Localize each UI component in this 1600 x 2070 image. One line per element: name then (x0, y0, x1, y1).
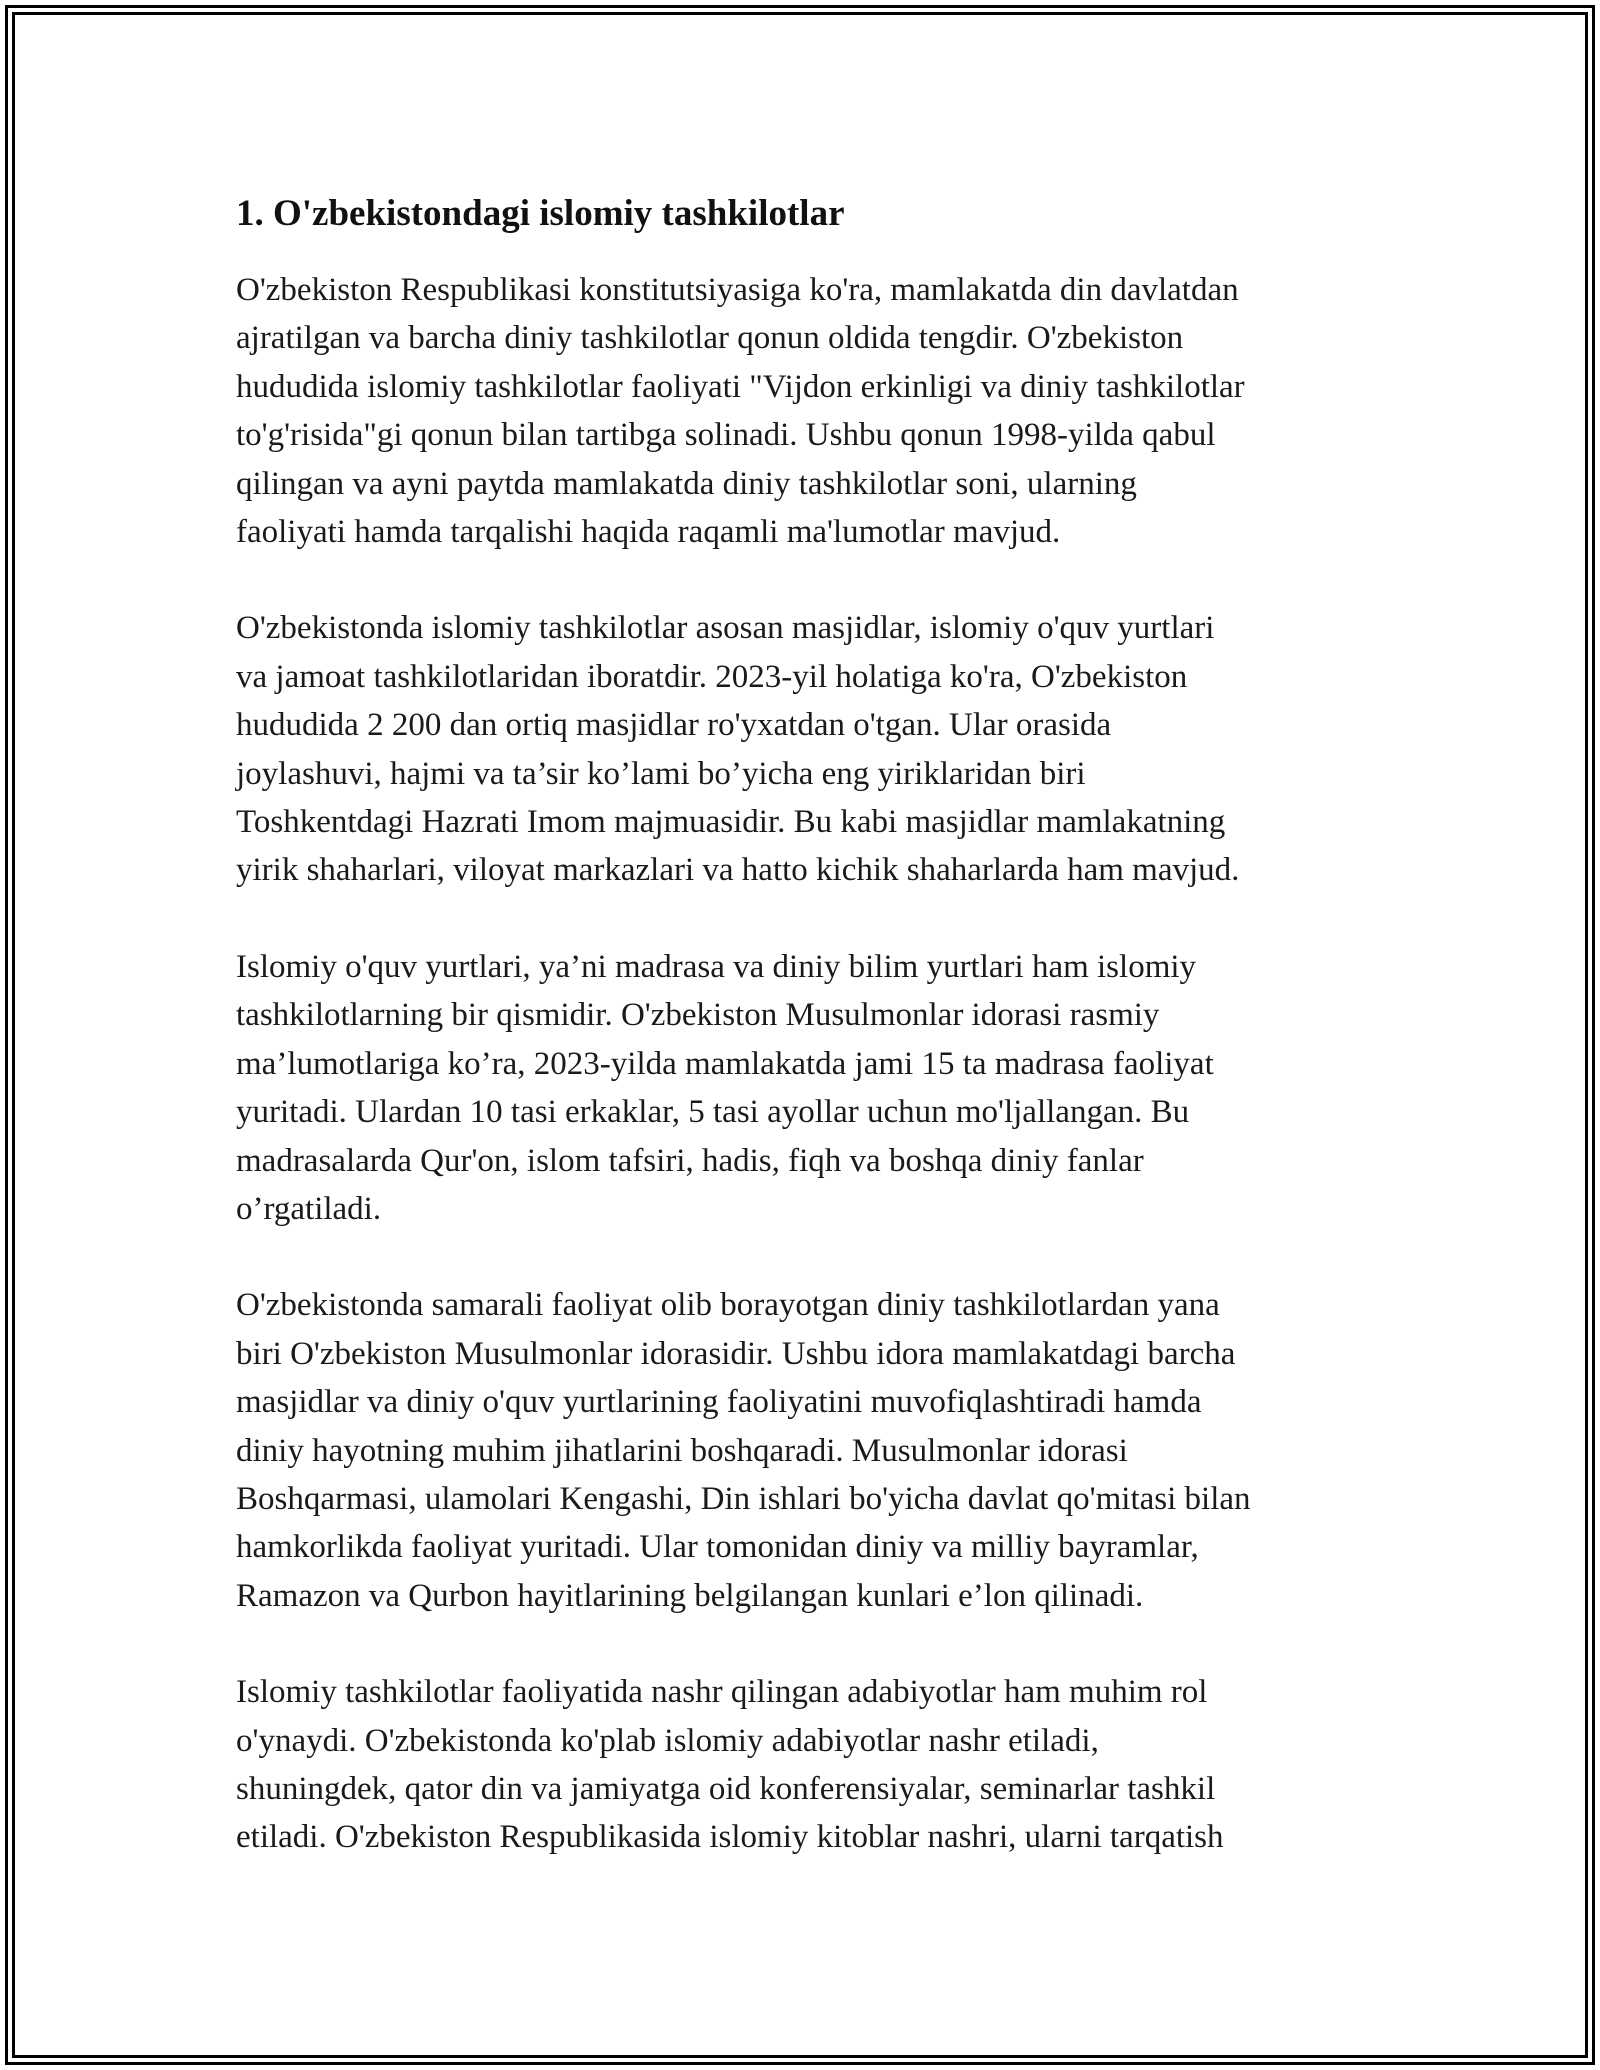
paragraph-line: yuritadi. Ulardan 10 tasi erkaklar, 5 tasi ayollar uchun mo'ljallangan. Bu (236, 1094, 1190, 1131)
paragraph-line: O'zbekiston Respublikasi konstitutsiyasiga ko'ra, mamlakatda din davlatdan (236, 272, 1239, 308)
paragraph-line: ajratilgan va barcha diniy tashkilotlar qonun oldida tengdir. O'zbekiston (236, 320, 1184, 357)
paragraph-line: O'zbekistonda islomiy tashkilotlar asosan masjidlar, islomiy o'quv yurtlari (236, 610, 1215, 647)
paragraph-line: hamkorlikda faoliyat yuritadi. Ular tomonidan diniy va milliy bayramlar, (236, 1529, 1199, 1566)
paragraph (236, 266, 1376, 556)
paragraph-line: biri O'zbekiston Musulmonlar idorasidir. Ushbu idora mamlakatdagi barcha (236, 1335, 1236, 1372)
paragraph-line: masjidlar va diniy o'quv yurtlarining faoliyatini muvofiqlashtiradi hamda (236, 1384, 1202, 1421)
paragraph-line: shuningdek, qator din va jamiyatga oid konferensiyalar, seminarlar tashkil (236, 1770, 1216, 1807)
document-body (236, 184, 1376, 1910)
paragraph-line: etiladi. O'zbekiston Respublikasida islomiy kitoblar nashri, ularni tarqatish (236, 1819, 1224, 1856)
paragraph-line: Toshkentdagi Hazrati Imom majmuasidir. Bu kabi masjidlar mamlakatning (236, 804, 1226, 841)
paragraph-line: yirik shaharlari, viloyat markazlari va hatto kichik shaharlarda ham mavjud. (236, 852, 1240, 889)
paragraph-line: hududida 2 200 dan ortiq masjidlar ro'yxatdan o'tgan. Ular orasida (236, 707, 1112, 744)
paragraph-line: to'g'risida"gi qonun bilan tartibga solinadi. Ushbu qonun 1998-yilda qabul (236, 417, 1216, 454)
paragraph (236, 1668, 1376, 1862)
paragraph-line: o'ynaydi. O'zbekistonda ko'plab islomiy adabiyotlar nashr etiladi, (236, 1722, 1099, 1759)
paragraph-line: Islomiy tashkilotlar faoliyatida nashr qilingan adabiyotlar ham muhim rol (236, 1674, 1208, 1711)
paragraph-line: Boshqarmasi, ulamolari Kengashi, Din ishlari bo'yicha davlat qo'mitasi bilan (236, 1480, 1251, 1517)
paragraph-line: tashkilotlarning bir qismidir. O'zbekiston Musulmonlar idorasi rasmiy (236, 997, 1160, 1034)
paragraph-line: O'zbekistonda samarali faoliyat olib borayotgan diniy tashkilotlardan yana (236, 1287, 1220, 1324)
paragraph-list (236, 266, 1376, 1862)
paragraph-line: faoliyati hamda tarqalishi haqida raqamli ma'lumotlar mavjud. (236, 514, 1061, 551)
paragraph-line: qilingan va ayni paytda mamlakatda diniy tashkilotlar soni, ularning (236, 465, 1137, 502)
paragraph-line: Islomiy o'quv yurtlari, ya’ni madrasa va diniy bilim yurtlari ham islomiy (236, 948, 1197, 985)
paragraph-line: o’rgatiladi. (236, 1190, 382, 1227)
paragraph-line: va jamoat tashkilotlaridan iboratdir. 2023-yil holatiga ko'ra, O'zbekiston (236, 658, 1188, 695)
paragraph-line: hududida islomiy tashkilotlar faoliyati "Vijdon erkinligi va diniy tashkilotlar (236, 368, 1245, 405)
paragraph-line: Ramazon va Qurbon hayitlarining belgilangan kunlari e’lon qilinadi. (236, 1577, 1144, 1614)
paragraph-line: ma’lumotlariga ko’ra, 2023-yilda mamlakatda jami 15 ta madrasa faoliyat (236, 1045, 1214, 1082)
paragraph-line: diniy hayotning muhim jihatlarini boshqaradi. Musulmonlar idorasi (236, 1432, 1128, 1469)
paragraph (236, 1281, 1376, 1620)
section-heading: 1. O'zbekistondagi islomiy tashkilotlar (236, 193, 845, 234)
paragraph (236, 943, 1376, 1233)
paragraph (236, 604, 1376, 894)
paragraph-line: joylashuvi, hajmi va ta’sir ko’lami bo’yicha eng yiriklaridan biri (236, 755, 1086, 792)
paragraph-line: madrasalarda Qur'on, islom tafsiri, hadis, fiqh va boshqa diniy fanlar (236, 1142, 1144, 1179)
